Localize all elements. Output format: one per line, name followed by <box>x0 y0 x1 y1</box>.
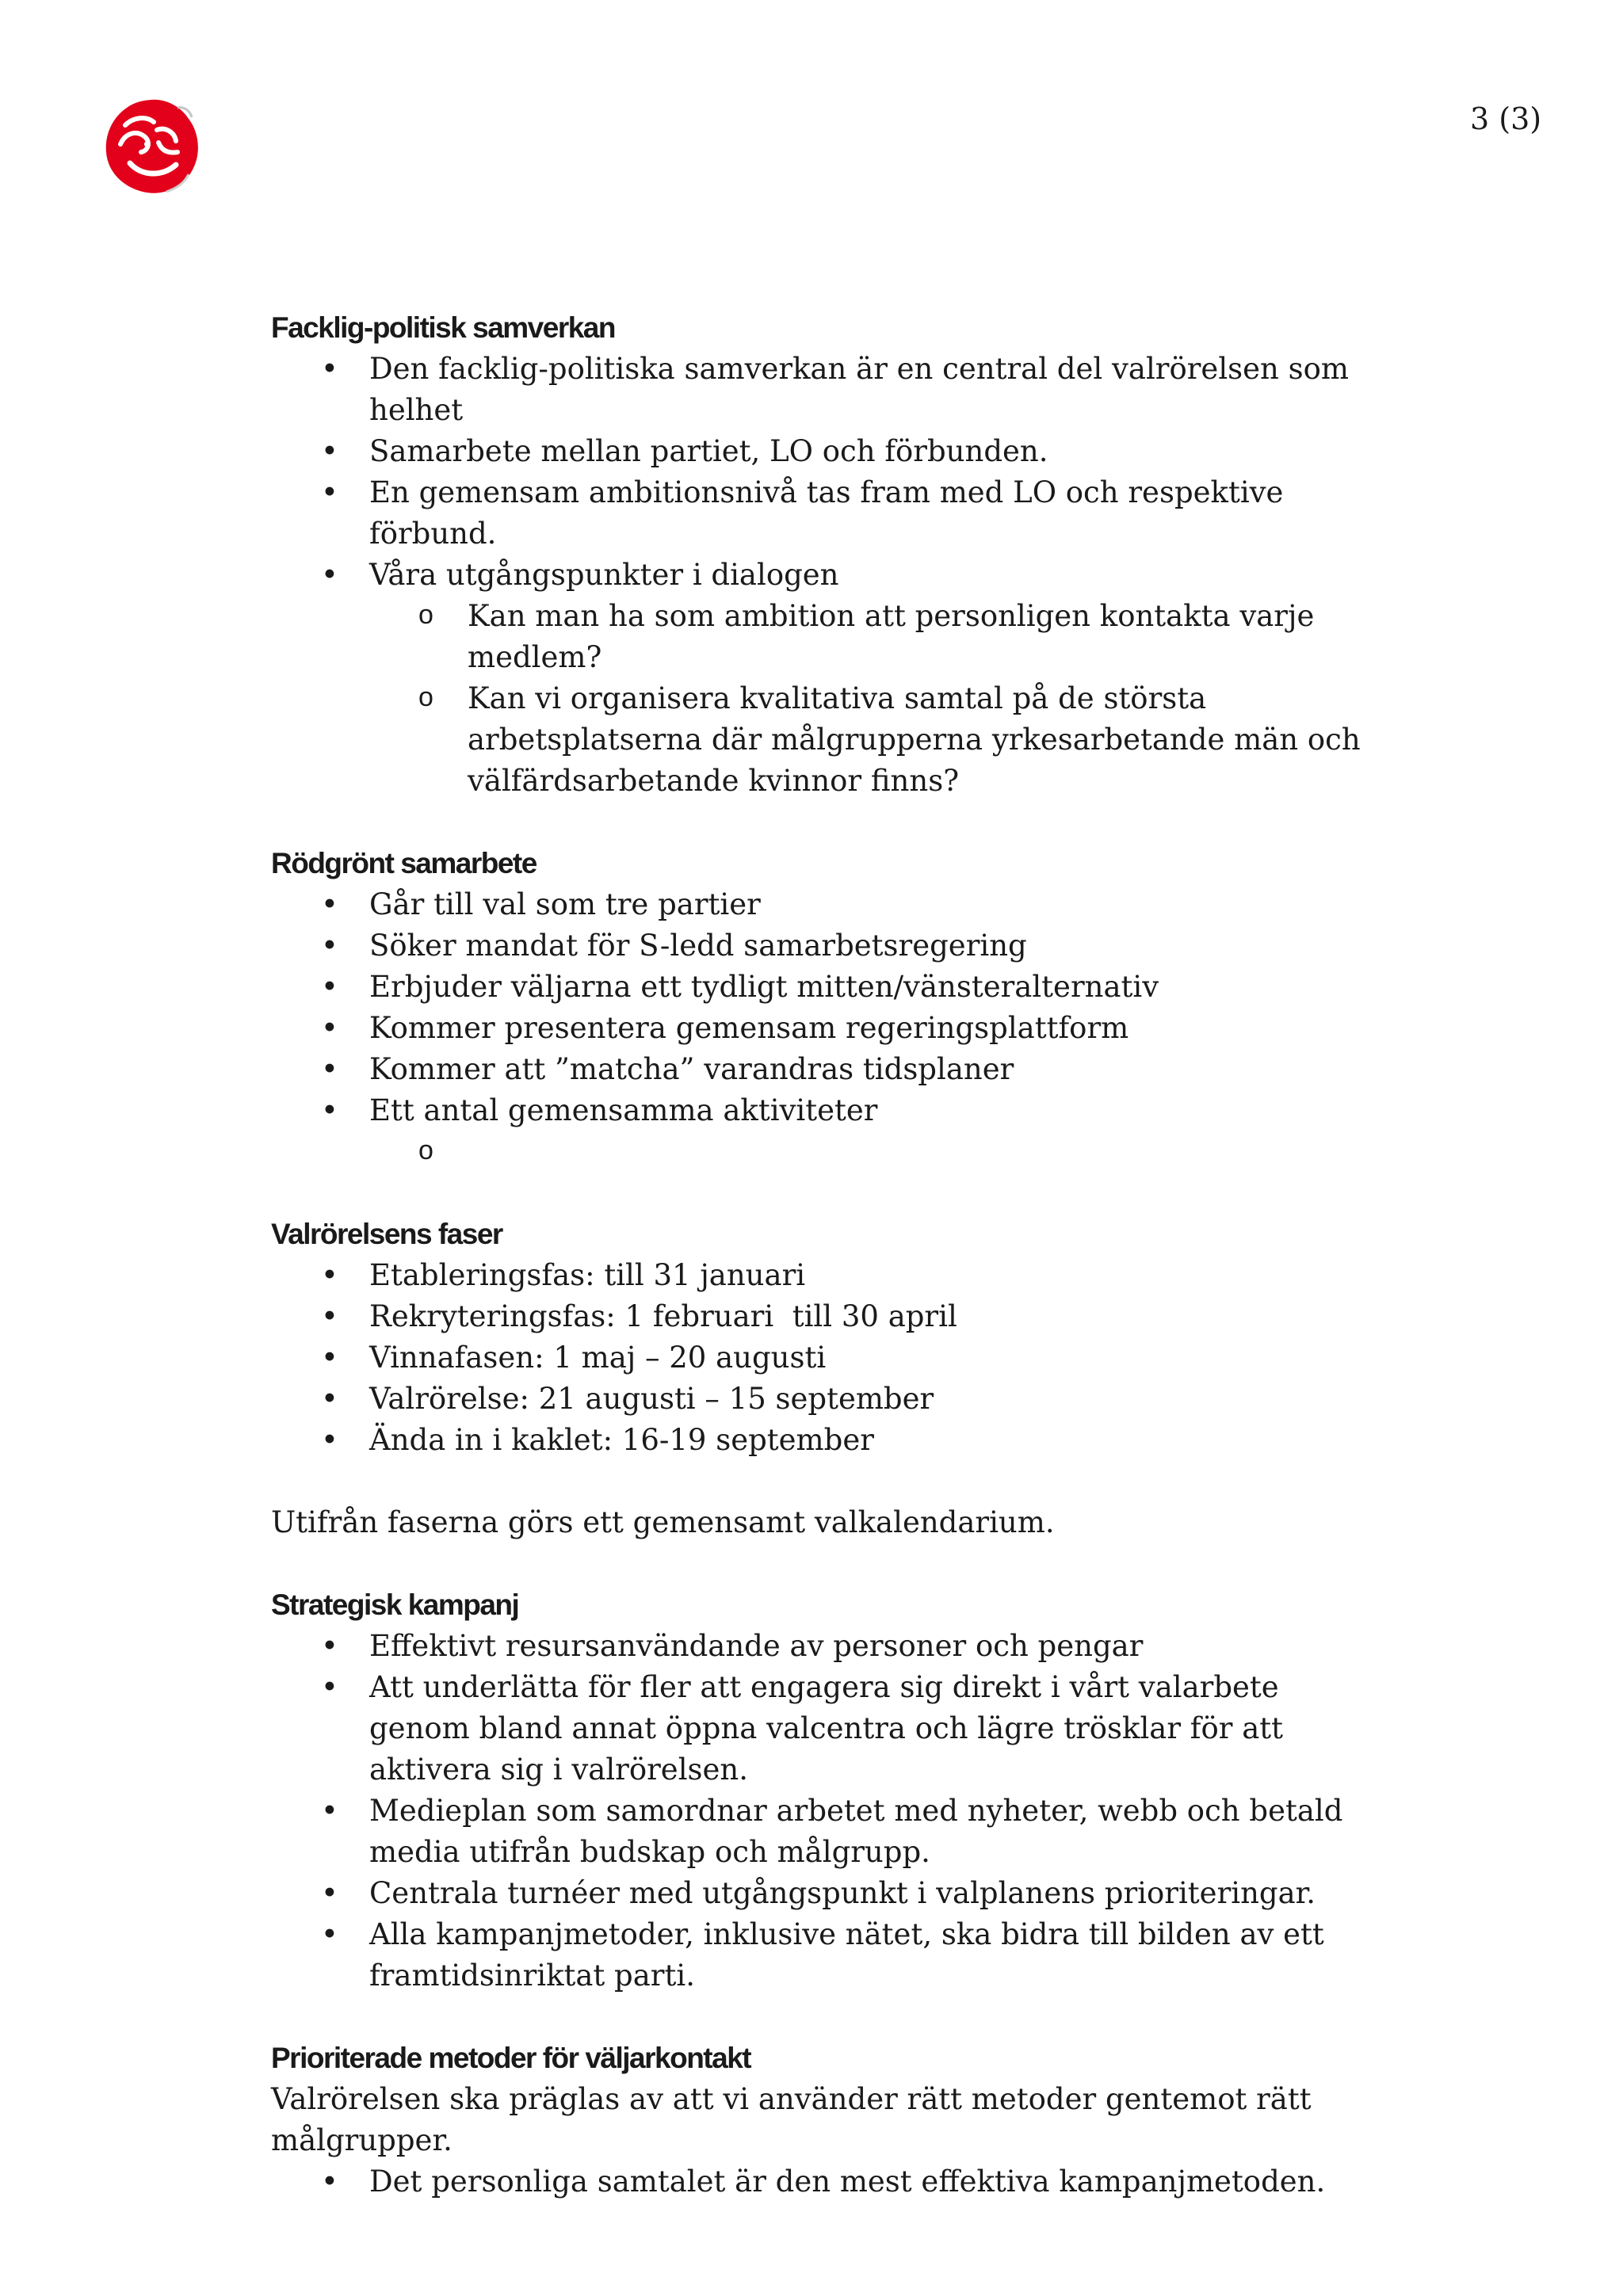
list-item-text: Att underlätta för fler att engagera sig direkt i vårt valarbete genom bland annat öppna valcentra och lägre trösklar för att aktivera sig i valrörelsen. <box>369 1670 1284 1787</box>
list-item <box>271 1337 1365 1379</box>
sub-bullet-list <box>369 596 1365 802</box>
bullet-marker: • <box>321 1629 338 1663</box>
bullet-marker: • <box>321 2164 338 2199</box>
paragraph: Utifrån faserna görs ett gemensamt valkalendarium. <box>271 1505 1055 1539</box>
list-item-text: Rekryteringsfas: 1 februari till 30 april <box>369 1299 957 1333</box>
bullet-marker: • <box>321 1670 338 1704</box>
list-item-text: Centrala turnéer med utgångspunkt i valplanens prioriteringar. <box>369 1876 1316 1910</box>
list-item-text: Kommer presentera gemensam regeringsplattform <box>369 1011 1129 1045</box>
list-item <box>271 349 1365 431</box>
list-item-text: Medieplan som samordnar arbetet med nyheter, webb och betald media utifrån budskap och målgrupp. <box>369 1794 1343 1869</box>
list-item <box>271 884 1365 925</box>
bullet-list <box>271 349 1365 802</box>
list-item-text: Går till val som tre partier <box>369 887 761 921</box>
list-item <box>271 2161 1365 2203</box>
bullet-marker: • <box>321 1423 338 1457</box>
page-number: 3 (3) <box>1470 101 1542 136</box>
section-heading: Prioriterade metoder för väljarkontakt <box>271 2042 751 2074</box>
section-heading: Valrörelsens faser <box>271 1218 502 1250</box>
list-item <box>271 1914 1365 1997</box>
paragraph: Valrörelsen ska präglas av att vi använder rätt metoder gentemot rätt målgrupper. <box>271 2082 1312 2157</box>
bullet-list <box>271 1255 1365 1461</box>
sub-list-item <box>369 596 1365 678</box>
list-item <box>271 1008 1365 1049</box>
bullet-marker: • <box>321 1299 338 1333</box>
bullet-marker: • <box>321 1917 338 1951</box>
bullet-marker: • <box>321 887 338 921</box>
sub-bullet-marker: o <box>418 682 433 712</box>
list-item-text: Söker mandat för S-ledd samarbetsregering <box>369 929 1027 963</box>
bullet-marker: • <box>321 970 338 1004</box>
list-item-text: En gemensam ambitionsnivå tas fram med LO och respektive förbund. <box>369 475 1284 551</box>
section-heading: Facklig-politisk samverkan <box>271 311 615 344</box>
bullet-marker: • <box>321 558 338 592</box>
bullet-marker: • <box>321 1341 338 1375</box>
list-item <box>271 1379 1365 1420</box>
bullet-marker: • <box>321 1011 338 1045</box>
bullet-list <box>271 1626 1365 1997</box>
sub-bullet-list <box>369 1131 1365 1173</box>
list-item <box>271 1791 1365 1873</box>
list-item-text: Etableringsfas: till 31 januari <box>369 1258 806 1292</box>
bullet-marker: • <box>321 1052 338 1086</box>
list-item <box>271 1049 1365 1090</box>
list-item-text: Erbjuder väljarna ett tydligt mitten/vänsteralternativ <box>369 970 1159 1004</box>
list-item <box>271 472 1365 555</box>
list-item-text: Valrörelse: 21 augusti – 15 september <box>369 1382 934 1416</box>
list-item <box>271 1873 1365 1914</box>
list-item <box>271 1420 1365 1461</box>
sub-list-item-text: Kan vi organisera kvalitativa samtal på de största arbetsplatserna där målgrupperna yrkesarbetande män och välfärdsarbetande kvinnor finns? <box>468 681 1361 798</box>
bullet-marker: • <box>321 1258 338 1292</box>
red-rose-logo-icon <box>101 95 203 198</box>
list-item-text: Ända in i kaklet: 16-19 september <box>369 1423 874 1457</box>
bullet-marker: • <box>321 475 338 509</box>
bullet-marker: • <box>321 1876 338 1910</box>
list-item-text: Våra utgångspunkter i dialogen <box>369 558 839 592</box>
list-item <box>271 1296 1365 1337</box>
section-heading: Rödgrönt samarbete <box>271 847 537 879</box>
list-item-text: Det personliga samtalet är den mest effektiva kampanjmetoden. <box>369 2164 1326 2199</box>
bullet-list <box>271 884 1365 1173</box>
bullet-marker: • <box>321 1093 338 1127</box>
bullet-marker: • <box>321 1794 338 1828</box>
list-item-text: Vinnafasen: 1 maj – 20 augusti <box>369 1341 827 1375</box>
sub-list-item-text: Kan man ha som ambition att personligen kontakta varje medlem? <box>468 599 1315 674</box>
list-item <box>271 925 1365 967</box>
sub-list-item <box>369 1131 1365 1173</box>
bullet-marker: • <box>321 352 338 386</box>
list-item-text: Den facklig-politiska samverkan är en central del valrörelsen som helhet <box>369 352 1349 427</box>
bullet-marker: • <box>321 1382 338 1416</box>
section-heading: Strategisk kampanj <box>271 1589 519 1621</box>
list-item <box>271 967 1365 1008</box>
bullet-list <box>271 2161 1365 2203</box>
list-item <box>271 431 1365 472</box>
list-item-text: Effektivt resursanvändande av personer och pengar <box>369 1629 1144 1663</box>
list-item-text: Kommer att ”matcha” varandras tidsplaner <box>369 1052 1014 1086</box>
sub-bullet-marker: o <box>418 600 433 630</box>
list-item-text: Alla kampanjmetoder, inklusive nätet, ska bidra till bilden av ett framtidsinriktat parti. <box>369 1917 1324 1993</box>
list-item-text: Ett antal gemensamma aktiviteter <box>369 1093 878 1127</box>
list-item <box>271 1667 1365 1791</box>
sub-list-item <box>369 678 1365 802</box>
list-item <box>271 555 1365 802</box>
sub-bullet-marker: o <box>418 1135 433 1165</box>
list-item <box>271 1255 1365 1296</box>
list-item-text: Samarbete mellan partiet, LO och förbunden. <box>369 434 1048 468</box>
list-item <box>271 1626 1365 1667</box>
document-body <box>271 307 1365 2203</box>
list-item <box>271 1090 1365 1173</box>
bullet-marker: • <box>321 434 338 468</box>
bullet-marker: • <box>321 929 338 963</box>
